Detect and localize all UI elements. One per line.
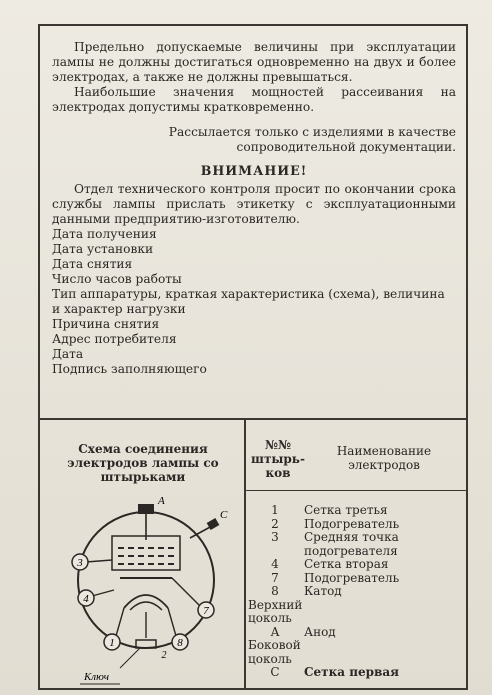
field-removal-reason: Причина снятия [52,317,160,331]
svg-text:2: 2 [161,650,167,661]
side-cap-heading: Боковой цоколь [248,638,301,666]
field-installed-date: Дата установки [52,242,154,256]
attention-title: ВНИМАНИЕ! [200,163,308,178]
svg-text:4: 4 [83,593,89,605]
pin-column-header: №№ штырь-ков [251,438,305,480]
pin-4 [78,590,94,606]
svg-text:3: 3 [77,557,83,569]
pin-number: 7 [271,570,279,585]
pin-3 [72,554,88,570]
pin-7 [198,602,214,618]
pin-number: 3 [271,530,279,544]
key-label: Ключ [84,671,109,683]
electrode-name: Подогреватель [304,516,400,531]
table-row [246,666,466,680]
electrode-name: Катод [304,584,342,598]
svg-text:8: 8 [177,637,183,649]
electrode-name: Анод [304,624,336,639]
table-row [246,558,466,572]
electrode-name: Средняя точка подогревателя [304,530,399,558]
schema-section [40,420,466,690]
field-equipment: Тип аппаратуры, краткая характеристика (схема), величина и характер нагрузки [52,287,445,316]
pin-diagram [40,490,244,690]
schema-title: Схема соединения электродов лампы со штырьками [67,442,219,484]
name-column-header: Наименование электродов [336,444,432,472]
top-cap-heading: Верхний цоколь [248,597,303,625]
field-received-date: Дата получения [52,227,157,241]
note-shipping: Рассылается только с изделиями в качестве сопроводительной документации. [168,125,456,154]
top-cap [138,504,154,514]
electrode-name: Сетка третья [304,503,388,517]
svg-text:7: 7 [203,605,209,617]
attention-text: Отдел технического контроля просит по окончании срока службы лампы прислать этикетку с эксплуатационными данными предприятию-изготовителю. [52,182,456,226]
pin-2 [162,650,167,661]
notes-section [40,26,466,418]
svg-text:1: 1 [109,637,115,649]
pin-number: А [270,624,280,639]
table-header-rule [246,490,466,491]
pin-number: 2 [271,516,279,531]
table-row [246,504,466,518]
field-hours: Число часов работы [52,272,182,286]
table-row [246,626,466,640]
electrode-name: Сетка первая [304,665,400,679]
pin-number: 8 [271,584,279,598]
field-address: Адрес потребителя [52,332,177,346]
note-max-values: Предельно допускаемые величины при эксплуатации лампы не должны достигаться одновременно на двух и более электродах, а также не должны превышаться. [52,40,456,84]
note-dissipation: Наибольшие значения мощностей рассеивания на электродах допустимы кратковременно. [52,85,456,114]
pin-number: С [270,665,280,679]
side-cap-label: С [220,509,228,521]
field-date: Дата [52,347,84,361]
pin-number: 4 [271,557,279,571]
table-row [246,585,466,599]
top-cap-label: А [158,495,165,507]
pin-table [246,504,466,680]
pin-1 [104,634,120,650]
electrode-name: Сетка вторая [304,557,389,571]
label-frame [38,24,468,690]
table-row [246,518,466,532]
electrode-name: Подогреватель [304,570,400,585]
pin-8 [172,634,188,650]
pin-number: 1 [271,503,279,517]
table-row [246,572,466,586]
field-signature: Подпись заполняющего [52,362,207,376]
field-removed-date: Дата снятия [52,257,133,271]
table-row [246,531,466,558]
